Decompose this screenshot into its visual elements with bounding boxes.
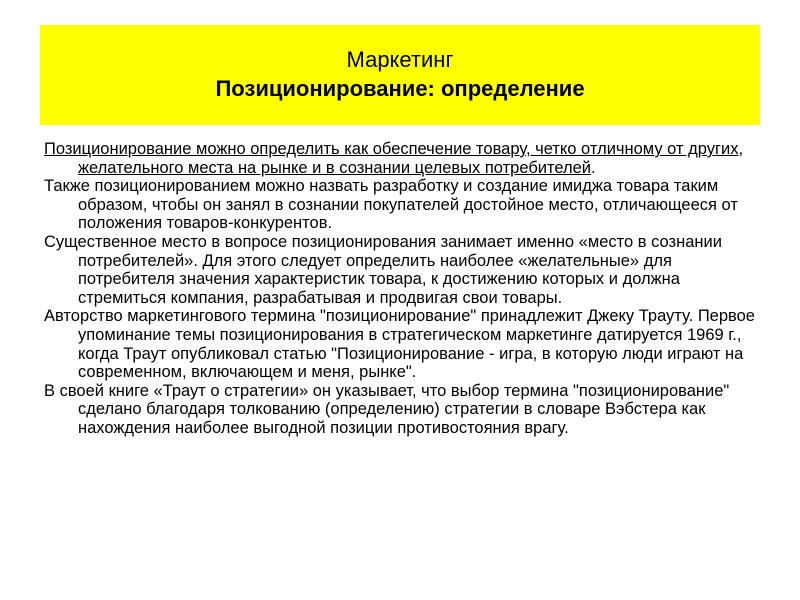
slide-body [44, 140, 756, 438]
paragraph-image: Также позиционированием можно назвать разработку и создание имиджа товара таким образом, чтобы он занял в сознании покупателей достойное место, отличающееся от положения товаров-конкурентов. [44, 177, 738, 233]
definition-suffix: . [591, 158, 596, 177]
paragraph-definition [44, 140, 756, 177]
slide-title: Маркетинг [346, 47, 454, 72]
definition-text: Позиционирование можно определить как обеспечение товару, четко отличному от других, желательного места на рынке и в сознании целевых потребителей [44, 140, 744, 177]
paragraph-trout-book: В своей книге «Траут о стратегии» он указывает, что выбор термина "позиционирование" сделано благодаря толкованию (определению) стратегии в словаре Вэбстера как нахождения наиболее выгодной позиции противостояния врагу. [44, 381, 730, 437]
slide-title-box [40, 25, 760, 125]
slide-subtitle: Позиционирование: определение [215, 76, 585, 101]
paragraph-consumer-mind: Существенное место в вопросе позиционирования занимает именно «место в сознании потребителей». Для этого следует определить наиболее «желательные» для потребителя значения характеристик товара, к достижению которых и должна стремиться компания, разрабатывая и продвигая свои товары. [44, 232, 722, 307]
paragraph-authorship: Авторство маркетингового термина "позиционирование" принадлежит Джеку Трауту. Первое упоминание темы позиционирования в стратегическом маркетинге датируется 1969 г., когда Траут опубликовал статью "Позиционирование - игра, в которую люди играют на современном, включающем и меня, рынке". [44, 307, 755, 382]
